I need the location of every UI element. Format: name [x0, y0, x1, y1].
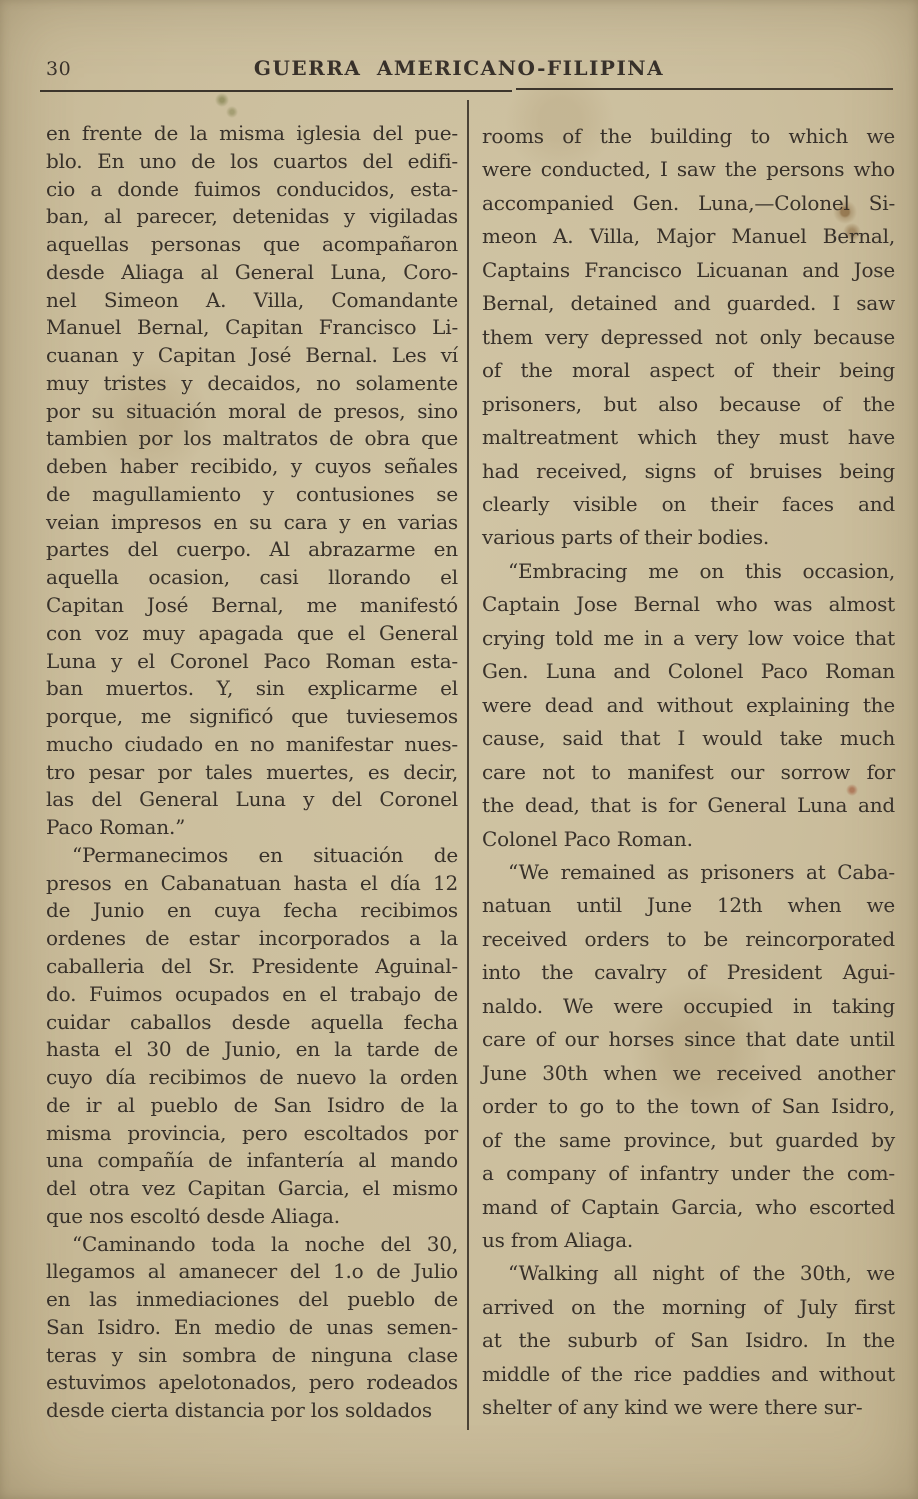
text-line: muy tristes y decaidos, no solamente — [46, 370, 458, 395]
text-line: crying told me in a very low voice that — [482, 625, 895, 650]
text-line: en las inmediaciones del pueblo de — [46, 1287, 458, 1312]
text-line: cio a donde fuimos conducidos, esta- — [46, 176, 458, 201]
text-line: que nos escoltó desde Aliaga. — [46, 1203, 340, 1228]
text-line: cuidar caballos desde aquella fecha — [46, 1009, 458, 1034]
text-line: en frente de la misma iglesia del pue- — [46, 121, 458, 145]
text-line: Manuel Bernal, Capitan Francisco Li- — [46, 315, 458, 340]
text-line: of the moral aspect of their being — [482, 358, 895, 383]
text-line: into the cavalry of President Agui- — [482, 960, 895, 985]
text-line: ban muertos. Y, sin explicarme el — [46, 676, 458, 701]
text-line: del otra vez Capitan Garcia, el mismo — [46, 1176, 458, 1201]
text-line: June 30th when we received another — [482, 1060, 895, 1085]
paragraph — [482, 1257, 895, 1424]
text-line: meon A. Villa, Major Manuel Bernal, — [482, 224, 895, 249]
paragraph — [482, 555, 895, 856]
text-line: estuvimos apelotonados, pero rodeados — [46, 1370, 458, 1395]
text-line: rooms of the building to which we — [482, 124, 895, 148]
text-line: Colonel Paco Roman. — [482, 826, 693, 851]
text-line: caballeria del Sr. Presidente Aguinal- — [46, 953, 458, 978]
text-line: were conducted, I saw the persons who — [482, 157, 895, 182]
text-line: natuan until June 12th when we — [482, 893, 895, 918]
text-line: presos en Cabanatuan hasta el día 12 — [46, 870, 458, 895]
text-line: Bernal, detained and guarded. I saw — [482, 291, 895, 316]
text-line: cuanan y Capitan José Bernal. Les ví — [46, 343, 458, 368]
text-line: cuyo día recibimos de nuevo la orden — [46, 1065, 458, 1090]
text-line: naldo. We were occupied in taking — [482, 993, 895, 1018]
text-line: “Walking all night of the 30th, we — [508, 1261, 895, 1286]
column-divider-rule — [467, 100, 469, 1430]
text-line: ordenes de estar incorporados a la — [46, 926, 458, 951]
text-line: them very depressed not only because — [482, 324, 895, 349]
text-line: “Caminando toda la noche del 30, — [72, 1231, 458, 1256]
text-line: “Embracing me on this occasion, — [508, 558, 895, 583]
text-line: Captain Jose Bernal who was almost — [482, 592, 895, 617]
text-line: shelter of any kind we were there sur- — [482, 1395, 863, 1420]
text-line: Luna y el Coronel Paco Roman esta- — [46, 648, 458, 673]
text-line: accompanied Gen. Luna,—Colonel Si- — [482, 190, 895, 215]
text-line: “We remained as prisoners at Caba- — [508, 859, 895, 884]
running-title: GUERRA AMERICANO-FILIPINA — [253, 56, 665, 80]
text-line: de magullamiento y contusiones se — [46, 481, 458, 506]
text-line: desde Aliaga al General Luna, Coro- — [46, 259, 458, 284]
text-line: care not to manifest our sorrow for — [482, 759, 895, 784]
text-line: arrived on the morning of July first — [482, 1294, 895, 1319]
text-line: various parts of their bodies. — [482, 525, 770, 550]
paragraph — [46, 1231, 458, 1425]
text-line: Paco Roman.” — [46, 815, 186, 840]
paragraph — [482, 856, 895, 1257]
text-line: aquella ocasion, casi llorando el — [46, 565, 458, 590]
text-line: ban, al parecer, detenidas y vigiladas — [46, 204, 458, 229]
text-line: San Isidro. En medio de unas semen- — [46, 1314, 458, 1339]
text-line: care of our horses since that date until — [482, 1027, 895, 1052]
text-line: at the suburb of San Isidro. In the — [482, 1328, 895, 1353]
text-line: las del General Luna y del Coronel — [46, 787, 458, 812]
page-number: 30 — [46, 58, 72, 80]
paragraph — [46, 842, 458, 1231]
text-line: Captains Francisco Licuanan and Jose — [482, 257, 895, 282]
text-line: nel Simeon A. Villa, Comandante — [46, 287, 458, 312]
text-line: “Permanecimos en situación de — [72, 842, 458, 867]
text-line: a company of infantry under the com- — [482, 1161, 895, 1186]
text-line: order to go to the town of San Isidro, — [482, 1094, 895, 1119]
text-line: veian impresos en su cara y en varias — [46, 509, 458, 534]
text-line: llegamos al amanecer del 1.o de Julio — [46, 1259, 458, 1284]
text-line: porque, me significó que tuviesemos — [46, 704, 458, 729]
paragraph — [46, 120, 458, 842]
text-line: blo. En uno de los cuartos del edifi- — [46, 148, 458, 173]
text-line: do. Fuimos ocupados en el trabajo de — [46, 981, 458, 1006]
text-line: desde cierta distancia por los soldados — [46, 1398, 432, 1423]
header-rule-left — [40, 90, 512, 92]
text-line: por su situación moral de presos, sino — [46, 398, 458, 423]
text-line: had received, signs of bruises being — [482, 458, 895, 483]
text-line: prisoners, but also because of the — [482, 391, 895, 416]
text-line: hasta el 30 de Junio, en la tarde de — [46, 1037, 458, 1062]
text-line: cause, said that I would take much — [482, 726, 895, 751]
text-line: partes del cuerpo. Al abrazarme en — [46, 537, 458, 562]
text-line: una compañía de infantería al mando — [46, 1148, 458, 1173]
text-line: Capitan José Bernal, me manifestó — [46, 593, 458, 618]
text-line: aquellas personas que acompañaron — [46, 232, 458, 257]
text-line: con voz muy apagada que el General — [46, 620, 458, 645]
text-line: middle of the rice paddies and without — [482, 1361, 895, 1386]
text-line: teras y sin sombra de ninguna clase — [46, 1342, 458, 1367]
text-line: maltreatment which they must have — [482, 425, 895, 450]
text-line: tambien por los maltratos de obra que — [46, 426, 458, 451]
text-line: de ir al pueblo de San Isidro de la — [46, 1092, 458, 1117]
right-column-english-text — [482, 120, 895, 1425]
text-line: mand of Captain Garcia, who escorted — [482, 1194, 895, 1219]
text-line: de Junio en cuya fecha recibimos — [46, 898, 458, 923]
text-line: tro pesar por tales muertes, es decir, — [46, 759, 458, 784]
text-line: us from Aliaga. — [482, 1227, 634, 1252]
text-line: were dead and without explaining the — [482, 692, 895, 717]
header-rule-right — [516, 88, 893, 90]
text-line: mucho ciudado en no manifestar nues- — [46, 731, 458, 756]
text-line: misma provincia, pero escoltados por — [46, 1120, 458, 1145]
text-line: the dead, that is for General Luna and — [482, 793, 895, 818]
left-column-spanish-text — [46, 120, 458, 1425]
text-line: received orders to be reincorporated — [482, 926, 895, 951]
paragraph — [482, 120, 895, 555]
text-line: of the same province, but guarded by — [482, 1127, 895, 1152]
text-line: deben haber recibido, y cuyos señales — [46, 454, 458, 479]
text-line: clearly visible on their faces and — [482, 491, 895, 516]
text-line: Gen. Luna and Colonel Paco Roman — [482, 659, 895, 684]
